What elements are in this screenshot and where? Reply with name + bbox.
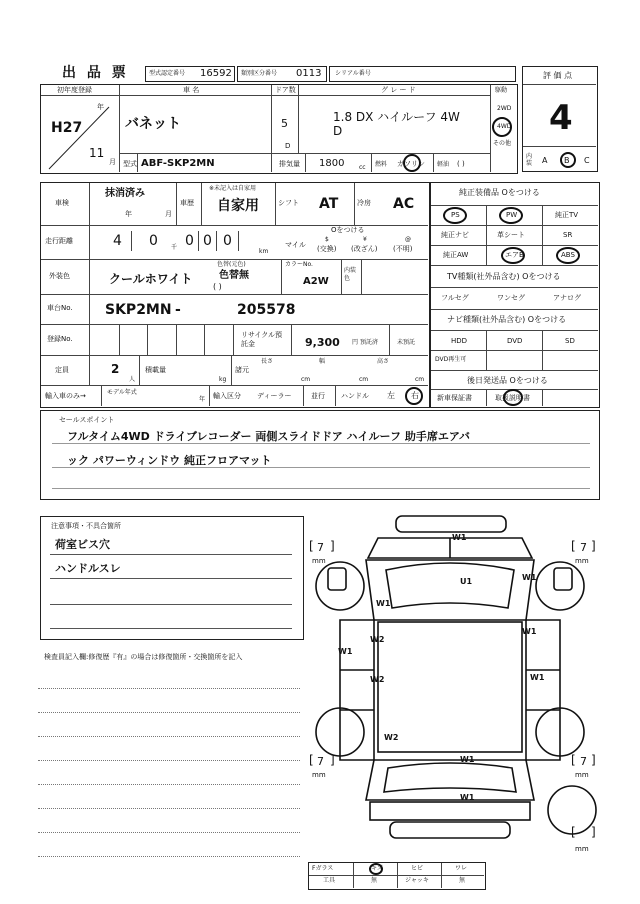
- length-unit: cm: [301, 376, 311, 383]
- page-title: 出 品 票: [62, 65, 129, 81]
- notes-label: 注意事項・不具合箇所: [51, 522, 121, 530]
- equip-ps-circle: [443, 207, 467, 224]
- equip-airbag: エアB: [505, 251, 524, 259]
- tire-lr-unit: mm: [312, 771, 326, 779]
- mark-right-rear: W1: [530, 673, 545, 682]
- jack-value: 無: [459, 877, 466, 884]
- model-approval-value: 16592: [200, 68, 232, 79]
- history-label: 車歴: [180, 199, 194, 207]
- colorno-value: A2W: [303, 276, 329, 287]
- chassis-number: 205578: [237, 302, 296, 318]
- interior-b: B: [564, 156, 570, 165]
- tire-lf-open: [: [309, 539, 314, 553]
- repaint-paren: ( ): [213, 282, 222, 291]
- doors-label: ドア数: [275, 86, 296, 94]
- tire-lf-close: ]: [330, 539, 335, 553]
- serial-cell: [329, 66, 516, 82]
- recycle-value: 9,300: [305, 336, 340, 349]
- interior-c: C: [584, 156, 590, 165]
- tire-spare-close: ]: [591, 825, 596, 839]
- year-era: H27: [51, 120, 83, 136]
- navi-dvd: DVD: [507, 337, 523, 345]
- equip-sr: SR: [563, 231, 573, 239]
- mile-opt3: (不明): [393, 245, 413, 253]
- recycle-label: リサイクル預託金: [241, 331, 283, 348]
- model-code: ABF-SKP2MN: [141, 158, 215, 169]
- mark-right-front: W1: [522, 573, 537, 582]
- fuel-value: ガソリン: [397, 160, 425, 168]
- tools-label: 工具: [323, 877, 336, 884]
- inspection-label: 車検: [55, 199, 69, 207]
- tire-rf-unit: mm: [575, 557, 589, 565]
- serial-label: シリアル番号: [335, 70, 371, 77]
- history-value: 自家用: [217, 198, 259, 214]
- tire-lf-value: 7: [317, 541, 324, 554]
- ac-label: 冷房: [357, 199, 371, 207]
- model-code-label: 型式: [123, 160, 137, 168]
- displacement-label: 排気量: [279, 160, 300, 168]
- history-note: ※未記入は自家用: [209, 185, 257, 192]
- glass-tools-table: [308, 862, 486, 890]
- tire-rr-value: 7: [580, 755, 587, 768]
- mile-label: マイル: [285, 241, 306, 249]
- dimension-label: 諸元: [235, 366, 249, 374]
- grade-label: グ レ ー ド: [381, 86, 416, 94]
- sales-points-line2: ック パワーウィンドウ 純正フロアマット: [67, 454, 272, 467]
- dealer-option: ディーラー: [257, 392, 292, 400]
- tire-rr-unit: mm: [575, 771, 589, 779]
- equip-navi: 純正ナビ: [441, 231, 469, 239]
- height-unit: cm: [415, 376, 425, 383]
- mile-opt1: (交換): [317, 245, 337, 253]
- chassis-dash: -: [175, 302, 181, 318]
- mark-left-front: W1: [376, 599, 391, 608]
- tire-rf-close: ]: [591, 539, 596, 553]
- score-label: 評 価 点: [543, 71, 573, 80]
- sales-points-box: [40, 410, 600, 500]
- glass-windshield: Fガラス: [312, 865, 334, 872]
- load-label: 積載量: [145, 366, 166, 374]
- model-approval-cell: [145, 66, 235, 82]
- month-value: 11: [89, 146, 105, 160]
- car-name-label: 車 名: [183, 86, 200, 94]
- mileage-thousand: 千: [171, 244, 178, 251]
- notes-line2: ハンドルスレ: [55, 562, 121, 575]
- fuel-circle: [403, 154, 421, 172]
- modelyear-unit: 年: [199, 396, 206, 403]
- interior-b-circle: [560, 152, 576, 168]
- inspection-year: 年: [125, 210, 132, 218]
- import-label: 輸入車のみ→: [45, 392, 86, 400]
- category-cell: [237, 66, 327, 82]
- glass-scratch: キズ: [371, 865, 383, 872]
- chassis-label: 車台No.: [47, 304, 73, 312]
- chassis-prefix: SKP2MN: [105, 302, 172, 318]
- doors-value: 5: [281, 117, 288, 130]
- mileage-label: 走行距離: [45, 237, 73, 245]
- mark-rear-left: W2: [384, 733, 399, 742]
- mileage-d4: 0: [203, 233, 212, 249]
- tire-spare-unit: mm: [575, 845, 589, 853]
- load-unit: kg: [219, 376, 227, 383]
- dvd-label: DVD再生可: [435, 356, 467, 363]
- import-class-label: 輸入区分: [213, 392, 241, 400]
- equip-pw: PW: [506, 211, 518, 219]
- mark-roof-front: U1: [460, 577, 473, 586]
- tire-rf-value: 7: [580, 541, 587, 554]
- tools-value: 無: [371, 877, 378, 884]
- mileage-d1: 4: [113, 233, 122, 249]
- capacity-label: 定員: [55, 366, 69, 374]
- recycle-paid: 預託済: [360, 339, 379, 346]
- mileage-unit: km: [259, 248, 269, 255]
- equip-leather: 革シート: [497, 231, 525, 239]
- drive-4wd: 4WD: [497, 123, 512, 130]
- equip-aw: 純正AW: [443, 251, 469, 259]
- month-suffix: 月: [109, 158, 116, 166]
- mark-right-door: W1: [522, 627, 537, 636]
- equip-abs-circle: [556, 247, 580, 264]
- category-value: 0113: [296, 68, 322, 79]
- score-box: [522, 66, 598, 172]
- shift-value: AT: [319, 196, 339, 212]
- fuel-label: 燃料: [375, 161, 388, 168]
- parallel-option: 並行: [311, 392, 325, 400]
- sales-points-label: セールスポイント: [59, 416, 115, 424]
- colorno-label: カラーNo.: [285, 261, 313, 268]
- equip-abs: ABS: [561, 251, 575, 259]
- glass-chip: ヒビ: [411, 865, 424, 872]
- mileage-d5: 0: [223, 233, 232, 249]
- tire-lf-unit: mm: [312, 557, 326, 565]
- mileage-d2: 0: [149, 233, 158, 249]
- tire-rf-open: [: [571, 539, 576, 553]
- spec-table: [40, 182, 430, 408]
- drive-label: 駆動: [495, 87, 508, 94]
- date-slash: [43, 101, 117, 171]
- mile-opt2: (改ざん): [351, 245, 378, 253]
- notes-line1: 荷室ビス穴: [55, 538, 110, 551]
- mark-left-door: W2: [370, 635, 385, 644]
- sales-points-line1: フルタイム4WD ドライブレコーダー 両側スライドドア ハイルーフ 助手席エアバ: [67, 430, 470, 443]
- car-diagram: [300, 510, 600, 860]
- tire-rr-close: ]: [591, 753, 596, 767]
- drive-2wd: 2WD: [497, 105, 512, 112]
- category-label: 類別区分番号: [241, 70, 278, 77]
- grade-line1: 1.8 DX ハイルーフ 4W: [333, 110, 460, 124]
- tv-fullseg: フルセグ: [441, 294, 469, 302]
- warranty-manual: 取扱説明書: [495, 394, 530, 402]
- genuine-header: 純正装備品 Oをつける: [459, 188, 540, 197]
- tire-spare-open: [: [571, 825, 576, 839]
- grade-line2: D: [333, 124, 343, 138]
- navi-sd: SD: [565, 337, 575, 345]
- inspector-label: 検査員記入欄:修復歴『有』の場合は修復箇所・交換箇所を記入: [44, 653, 243, 661]
- repaint-value: 色替無: [219, 270, 249, 281]
- equip-ps: PS: [451, 211, 460, 219]
- model-approval-label: 型式認定番号: [149, 70, 186, 77]
- interior-label: 内装: [526, 153, 533, 167]
- recycle-unpaid: 未預託: [397, 339, 416, 346]
- handle-left: 左: [387, 391, 395, 400]
- drive-other: その他: [493, 140, 512, 147]
- doors-suffix: D: [285, 142, 291, 150]
- intcolor-label: 内装色: [344, 267, 357, 282]
- tv-analog: アナログ: [553, 294, 581, 302]
- mile-opt3-mark: @: [405, 236, 411, 243]
- mark-front-bumper: W1: [452, 533, 467, 542]
- height-label: 高さ: [377, 358, 390, 365]
- tire-lr-open: [: [309, 753, 314, 767]
- width-unit: cm: [359, 376, 369, 383]
- navi-hdd: HDD: [451, 337, 468, 345]
- repaint-label: 色替(元色): [217, 261, 246, 268]
- diesel-label: 軽油: [437, 161, 450, 168]
- interior-a: A: [542, 156, 548, 165]
- mile-opt2-mark: ¥: [363, 236, 367, 243]
- tire-rr-open: [: [571, 753, 576, 767]
- equipment-table: [430, 182, 600, 408]
- handle-label: ハンドル: [341, 392, 369, 400]
- handle-right-circle: [405, 387, 423, 405]
- glass-crack: ワレ: [455, 865, 468, 872]
- length-label: 長さ: [261, 358, 274, 365]
- warranty-book: 新車保証書: [437, 394, 472, 402]
- warranty-header: 後日発送品 Oをつける: [467, 376, 548, 385]
- year-suffix: 年: [97, 103, 104, 111]
- capacity-value: 2: [111, 362, 120, 376]
- diesel-paren: ( ): [457, 160, 465, 168]
- mile-opt1-mark: $: [325, 236, 329, 243]
- modelyear-label: モデル年式: [107, 389, 137, 396]
- equip-tv: 純正TV: [555, 211, 579, 219]
- shift-label: シフト: [278, 199, 299, 207]
- mileage-note: Oをつける: [331, 226, 365, 234]
- drive-4wd-circle: [492, 117, 512, 137]
- capacity-unit: 人: [129, 376, 136, 383]
- regno-label: 登録No.: [47, 335, 73, 343]
- score-value: 4: [549, 98, 573, 138]
- mark-rear-glass: W1: [460, 755, 475, 764]
- recycle-unit: 円: [352, 339, 359, 346]
- warranty-manual-circle: [503, 389, 523, 406]
- mark-rear-bumper: W1: [460, 793, 475, 802]
- tv-header: TV種類(社外品含む) Oをつける: [447, 272, 561, 281]
- car-name: バネット: [125, 116, 181, 132]
- color-label: 外装色: [49, 272, 70, 280]
- mileage-d3: 0: [185, 233, 194, 249]
- inspection-value: 抹消済み: [105, 188, 145, 199]
- vehicle-basic-table: [40, 84, 518, 174]
- tv-oneseg: ワンセグ: [497, 294, 525, 302]
- color-value: クールホワイト: [109, 272, 193, 286]
- displacement-value: 1800: [319, 158, 345, 169]
- mark-left-body: W1: [338, 647, 353, 656]
- equip-airbag-circle: [501, 247, 525, 264]
- equip-pw-circle: [499, 207, 523, 224]
- ac-value: AC: [393, 196, 415, 212]
- mark-left-rear: W2: [370, 675, 385, 684]
- width-label: 幅: [319, 358, 326, 365]
- tire-lr-close: ]: [330, 753, 335, 767]
- handle-right: 右: [411, 391, 419, 400]
- displacement-unit: cc: [359, 164, 366, 171]
- tire-lr-value: 7: [317, 755, 324, 768]
- jack-label: ジャッキ: [405, 877, 429, 884]
- navi-header: ナビ種類(社外品含む) Oをつける: [447, 315, 567, 324]
- inspection-month: 月: [165, 210, 172, 218]
- first-reg-label: 初年度登録: [57, 86, 92, 94]
